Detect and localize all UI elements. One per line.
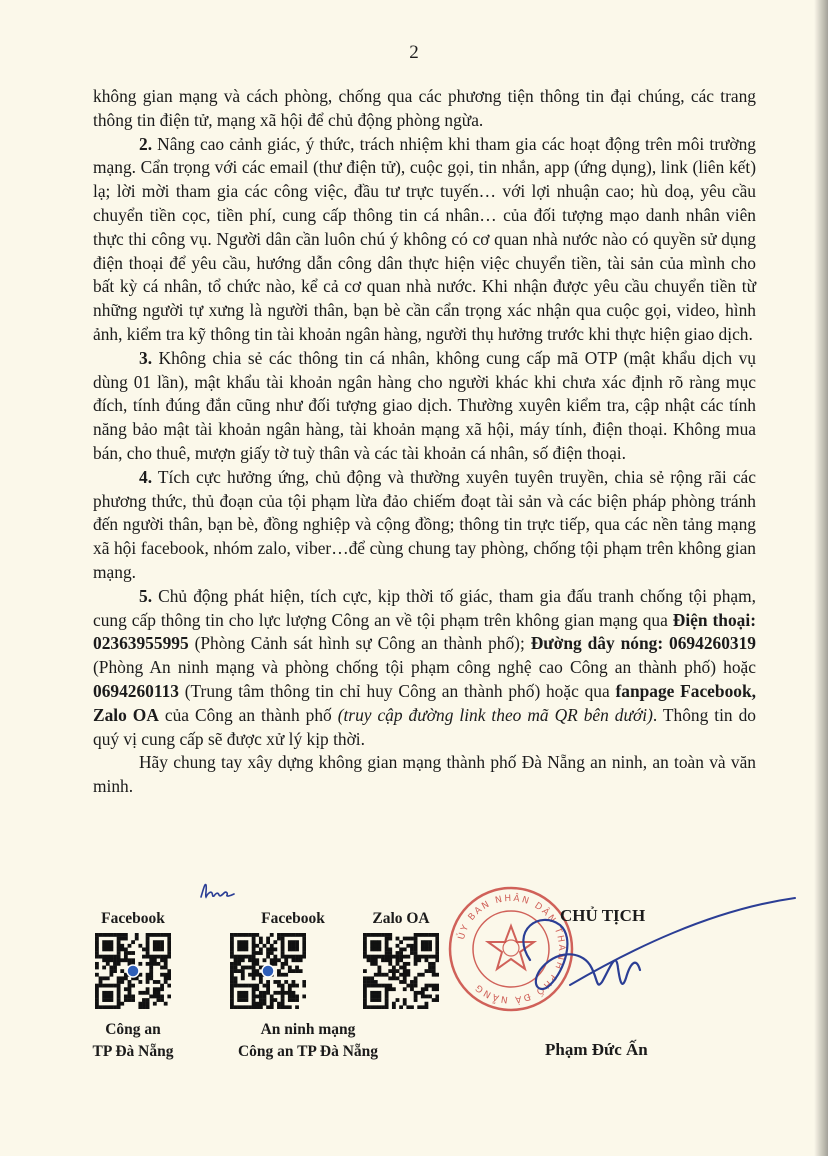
qr-code-facebook-cyber[interactable] bbox=[230, 933, 306, 1009]
page-edge-shadow bbox=[814, 0, 828, 1156]
hotline: Đường dây nóng: 0694260319 bbox=[530, 633, 756, 654]
qr-code-facebook-police[interactable] bbox=[95, 933, 171, 1009]
qr-block-zalo bbox=[346, 910, 456, 1009]
qr-label: Facebook bbox=[101, 910, 165, 927]
qr-label: Facebook bbox=[261, 910, 325, 927]
police-phone: Điện thoại: 02363955995 bbox=[93, 609, 756, 654]
qr-caption: Công an TP Đà Nẵng bbox=[92, 1021, 174, 1060]
seal-text: ỦY BAN NHÂN DÂN THÀNH PHỐ ĐÀ NẴNG bbox=[456, 893, 567, 1005]
facebook-logo-icon bbox=[127, 965, 139, 977]
qr-hint: (truy cập đường link theo mã QR bên dưới) bbox=[337, 704, 653, 725]
facebook-logo-icon bbox=[262, 965, 274, 977]
document-body bbox=[93, 85, 756, 799]
closing-paragraph: Hãy chung tay xây dựng không gian mạng thành phố Đà Nẵng an ninh, an toàn và văn minh. bbox=[93, 752, 756, 797]
qr-label: Zalo OA bbox=[372, 910, 430, 927]
qr-caption: An ninh mạng Công an TP Đà Nẵng bbox=[237, 1021, 379, 1060]
paragraph-2: 2. Nâng cao cảnh giác, ý thức, trách nhiệm khi tham gia các hoạt động trên môi trường mạng. Cẩn trọng với các email (thư điện tử), cuộc gọi, tin nhắn, app (ứng dụng), link (liên kết) lạ; lời mời tham gia các công việc, đầu tư trực tuyến… với lợi nhuận cao; hù doạ, yêu cầu chuyển tiền cọc, tiền phí, cung cấp thông tin cá nhân… của đối tượng mạo danh nhân viên thực thi công vụ. Người dân cần luôn chú ý không có cơ quan nhà nước nào có quyền sử dụng điện thoại để yêu cầu, hướng dẫn công dân thực hiện việc chuyển tiền, tài sản của mình cho bất kỳ cá nhân, tổ chức nào, kể cả cơ quan nhà nước. Khi nhận được yêu cầu chuyển tiền từ những người tự xưng là người thân, bạn bè cần cẩn trọng xác nhận qua cuộc gọi, video, hình ảnh, kiểm tra kỹ thông tin tài khoản ngân hàng, người thụ hưởng trước khi thực hiện giao dịch. bbox=[93, 133, 756, 344]
signer-name: Phạm Đức Ấn bbox=[545, 1040, 648, 1059]
social-channels: fanpage Facebook, Zalo OA bbox=[93, 680, 756, 725]
qr-code-zalo[interactable] bbox=[363, 933, 439, 1009]
paragraph-4: 4. Tích cực hưởng ứng, chủ động và thường xuyên tuyên truyền, chia sẻ rộng rãi các phương thức, thủ đoạn của tội phạm lừa đảo chiếm đoạt tài sản và các biện pháp phòng tránh đến người thân, bạn bè, đồng nghiệp và cộng đồng; thông tin trực tiếp, qua các nền tảng mạng xã hội facebook, nhóm zalo, viber…để cùng chung tay phòng, chống tội phạm trên không gian mạng. bbox=[93, 466, 756, 582]
paragraph-5: 5. Chủ động phát hiện, tích cực, kịp thời tố giác, tham gia đấu tranh chống tội phạm, cung cấp thông tin cho lực lượng Công an về tội phạm trên không gian mạng qua Điện thoại: 02363955995 (Phòng Cảnh sát hình sự Công an thành phố); Đường dây nóng: 0694260319 (Phòng An ninh mạng và phòng chống tội phạm công nghệ cao Công an thành phố) hoặc 0694260113 (Trung tâm thông tin chỉ huy Công an thành phố) hoặc qua fanpage Facebook, Zalo OA của Công an thành phố (truy cập đường link theo mã QR bên dưới). Thông tin do quý vị cung cấp sẽ được xử lý kịp thời. bbox=[93, 585, 756, 749]
initial-mark bbox=[198, 881, 246, 903]
command-center-phone: 0694260113 bbox=[93, 680, 179, 701]
paragraph-3: 3. Không chia sẻ các thông tin cá nhân, không cung cấp mã OTP (mật khẩu dịch vụ dùng 01 lần), mật khẩu tài khoản ngân hàng cho người khác khi chưa xác định rõ ràng mục đích, tính đúng đắn cũng như đối tượng giao dịch. Thường xuyên kiểm tra, cập nhật các tính năng bảo mật tài khoản ngân hàng, tài khoản mạng xã hội, máy tính, điện thoại. Không mua bán, cho thuê, mượn giấy tờ tuỳ thân và các tài khoản cá nhân, số điện thoại. bbox=[93, 347, 756, 463]
page-number: 2 bbox=[409, 42, 419, 63]
signer-title: CHỦ TỊCH bbox=[560, 906, 646, 925]
qr-block-facebook-police bbox=[78, 910, 188, 1063]
paragraph-intro: không gian mạng và cách phòng, chống qua các phương tiện thông tin đại chúng, các trang thông tin điện tử, mạng xã hội để chủ động phòng ngừa. bbox=[93, 86, 756, 130]
